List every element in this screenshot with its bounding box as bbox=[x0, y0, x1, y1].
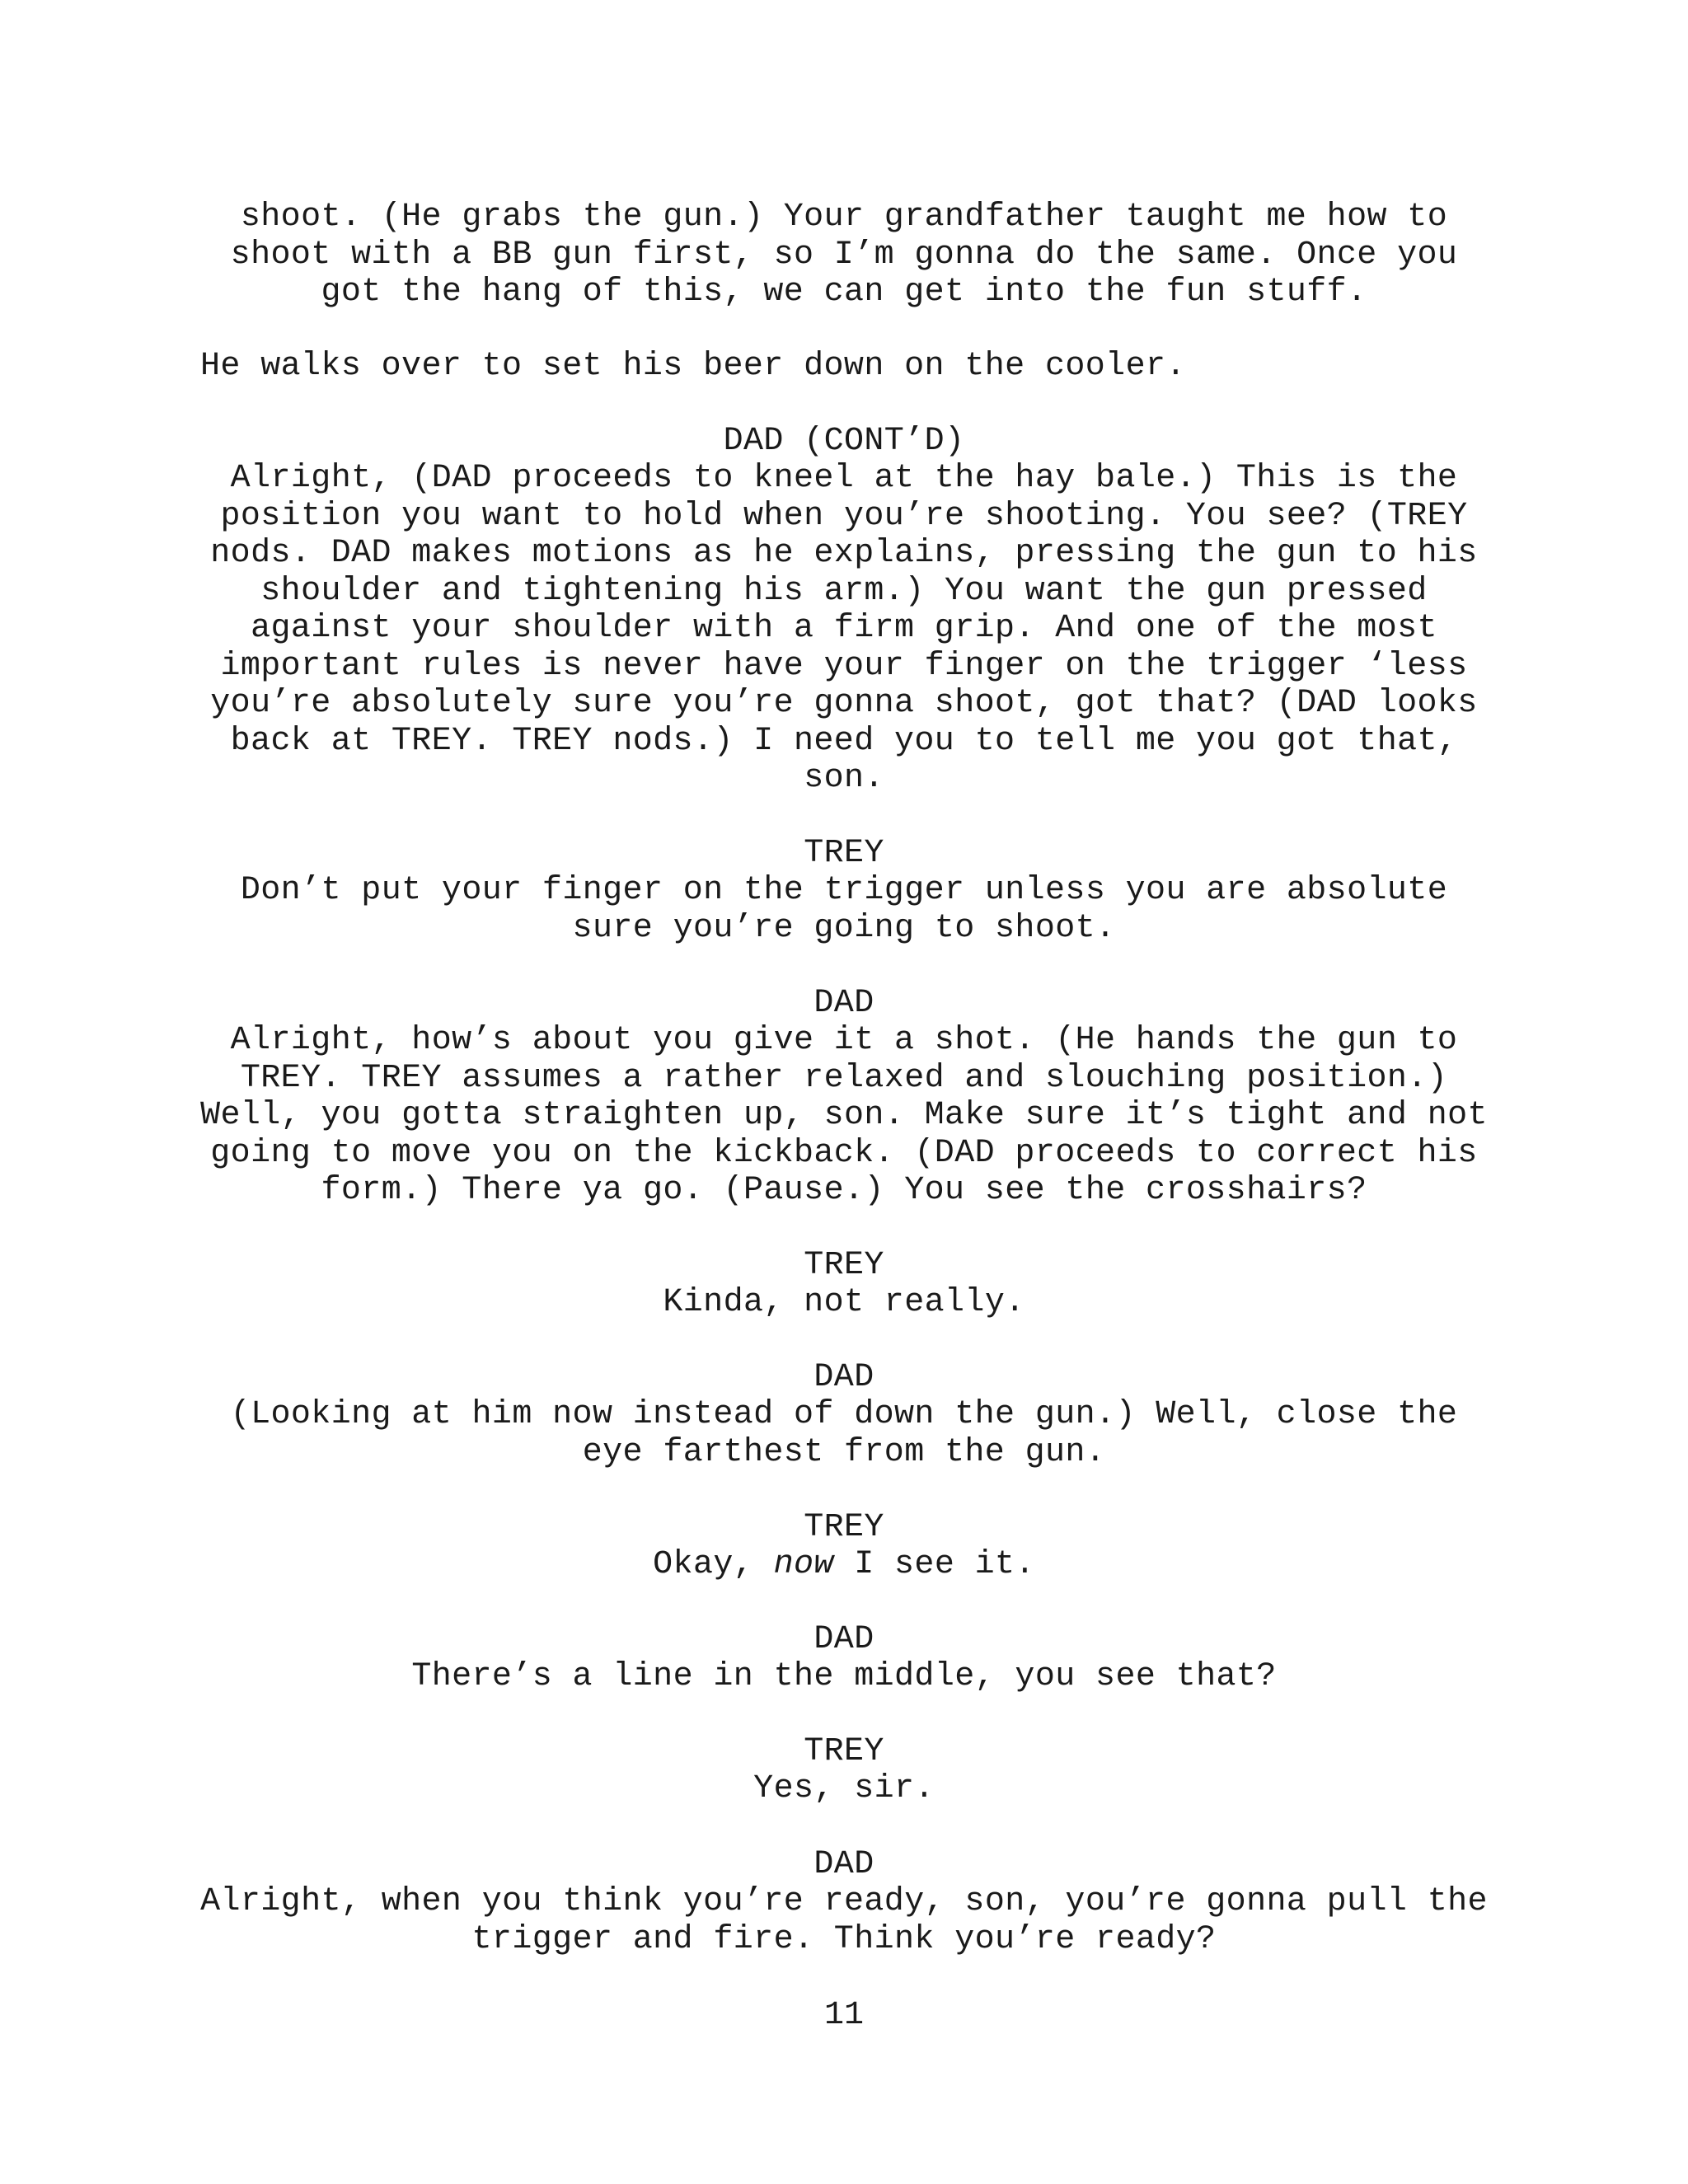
dialogue-line: Alright, (DAD proceeds to kneel at the hay bale.) This is the bbox=[230, 460, 1458, 497]
dialogue-block bbox=[0, 872, 1688, 947]
character-name bbox=[0, 423, 1688, 461]
dialogue-block bbox=[0, 1284, 1688, 1322]
dialogue-line: form.) There ya go. (Pause.) You see the crosshairs? bbox=[321, 1172, 1367, 1209]
character-line: TREY bbox=[804, 1247, 884, 1284]
character-line: TREY bbox=[804, 1733, 884, 1770]
dialogue-line: got the hang of this, we can get into the fun stuff. bbox=[321, 274, 1367, 311]
character-name bbox=[0, 1846, 1688, 1884]
dialogue-text: Okay, bbox=[653, 1546, 774, 1583]
emphasized-word: now bbox=[773, 1546, 834, 1583]
character-name bbox=[0, 985, 1688, 1023]
dialogue-block bbox=[0, 1022, 1688, 1210]
dialogue-line: important rules is never have your finger on the trigger ‘less bbox=[220, 647, 1468, 685]
dialogue-block bbox=[0, 1546, 1688, 1584]
dialogue-line: sure you’re going to shoot. bbox=[572, 909, 1116, 947]
dialogue-line: shoot with a BB gun first, so I’m gonna do the same. Once you bbox=[230, 236, 1458, 274]
dialogue-line: There’s a line in the middle, you see that? bbox=[411, 1658, 1277, 1695]
character-name bbox=[0, 835, 1688, 873]
dialogue-line: going to move you on the kickback. (DAD proceeds to correct his bbox=[210, 1134, 1478, 1172]
dialogue-line: TREY. TREY assumes a rather relaxed and slouching position.) bbox=[240, 1059, 1448, 1097]
dialogue-line: Alright, how’s about you give it a shot. (He hands the gun to bbox=[230, 1022, 1458, 1059]
character-line: DAD (CONT’D) bbox=[723, 423, 965, 460]
dialogue-line: Don’t put your finger on the trigger unless you are absolute bbox=[240, 872, 1448, 909]
dialogue-line: Alright, when you think you’re ready, son, you’re gonna pull the bbox=[200, 1883, 1488, 1920]
character-line: TREY bbox=[804, 1509, 884, 1546]
dialogue-line: you’re absolutely sure you’re gonna shoot, got that? (DAD looks bbox=[210, 685, 1478, 722]
dialogue-block bbox=[0, 1883, 1688, 1958]
character-name bbox=[0, 1509, 1688, 1547]
action-block bbox=[200, 348, 1601, 386]
dialogue-line: trigger and fire. Think you’re ready? bbox=[471, 1920, 1217, 1958]
dialogue-block bbox=[0, 1770, 1688, 1808]
character-name bbox=[0, 1247, 1688, 1285]
dialogue-line: back at TREY. TREY nods.) I need you to tell me you got that, bbox=[230, 722, 1458, 760]
page-number: 11 bbox=[823, 1997, 864, 2034]
dialogue-line: Well, you gotta straighten up, son. Make sure it’s tight and not bbox=[200, 1097, 1488, 1134]
character-name bbox=[0, 1733, 1688, 1771]
character-line: DAD bbox=[814, 1621, 874, 1658]
character-line: DAD bbox=[814, 1846, 874, 1883]
dialogue-line: nods. DAD makes motions as he explains, pressing the gun to his bbox=[210, 535, 1478, 572]
character-line: TREY bbox=[804, 835, 884, 872]
dialogue-block bbox=[0, 460, 1688, 798]
dialogue-line: shoot. (He grabs the gun.) Your grandfather taught me how to bbox=[240, 199, 1448, 236]
character-line: DAD bbox=[814, 1359, 874, 1396]
dialogue-line: Yes, sir. bbox=[753, 1770, 935, 1807]
dialogue-line: position you want to hold when you’re shooting. You see? (TREY bbox=[220, 497, 1468, 535]
dialogue-line: against your shoulder with a firm grip. And one of the most bbox=[251, 610, 1437, 647]
action-line: He walks over to set his beer down on the cooler. bbox=[200, 348, 1186, 385]
dialogue-block bbox=[0, 1396, 1688, 1471]
dialogue-line: son. bbox=[804, 760, 884, 797]
dialogue-text: I see it. bbox=[833, 1546, 1035, 1583]
character-name bbox=[0, 1621, 1688, 1659]
dialogue-line bbox=[0, 1546, 1688, 1584]
dialogue-block bbox=[0, 199, 1688, 312]
character-name bbox=[0, 1359, 1688, 1397]
dialogue-line: eye farthest from the gun. bbox=[582, 1433, 1106, 1471]
dialogue-block bbox=[0, 1658, 1688, 1696]
character-line: DAD bbox=[814, 985, 874, 1022]
dialogue-line: Kinda, not really. bbox=[663, 1284, 1025, 1321]
dialogue-line: shoulder and tightening his arm.) You want the gun pressed bbox=[260, 572, 1428, 610]
dialogue-line: (Looking at him now instead of down the gun.) Well, close the bbox=[230, 1396, 1458, 1433]
